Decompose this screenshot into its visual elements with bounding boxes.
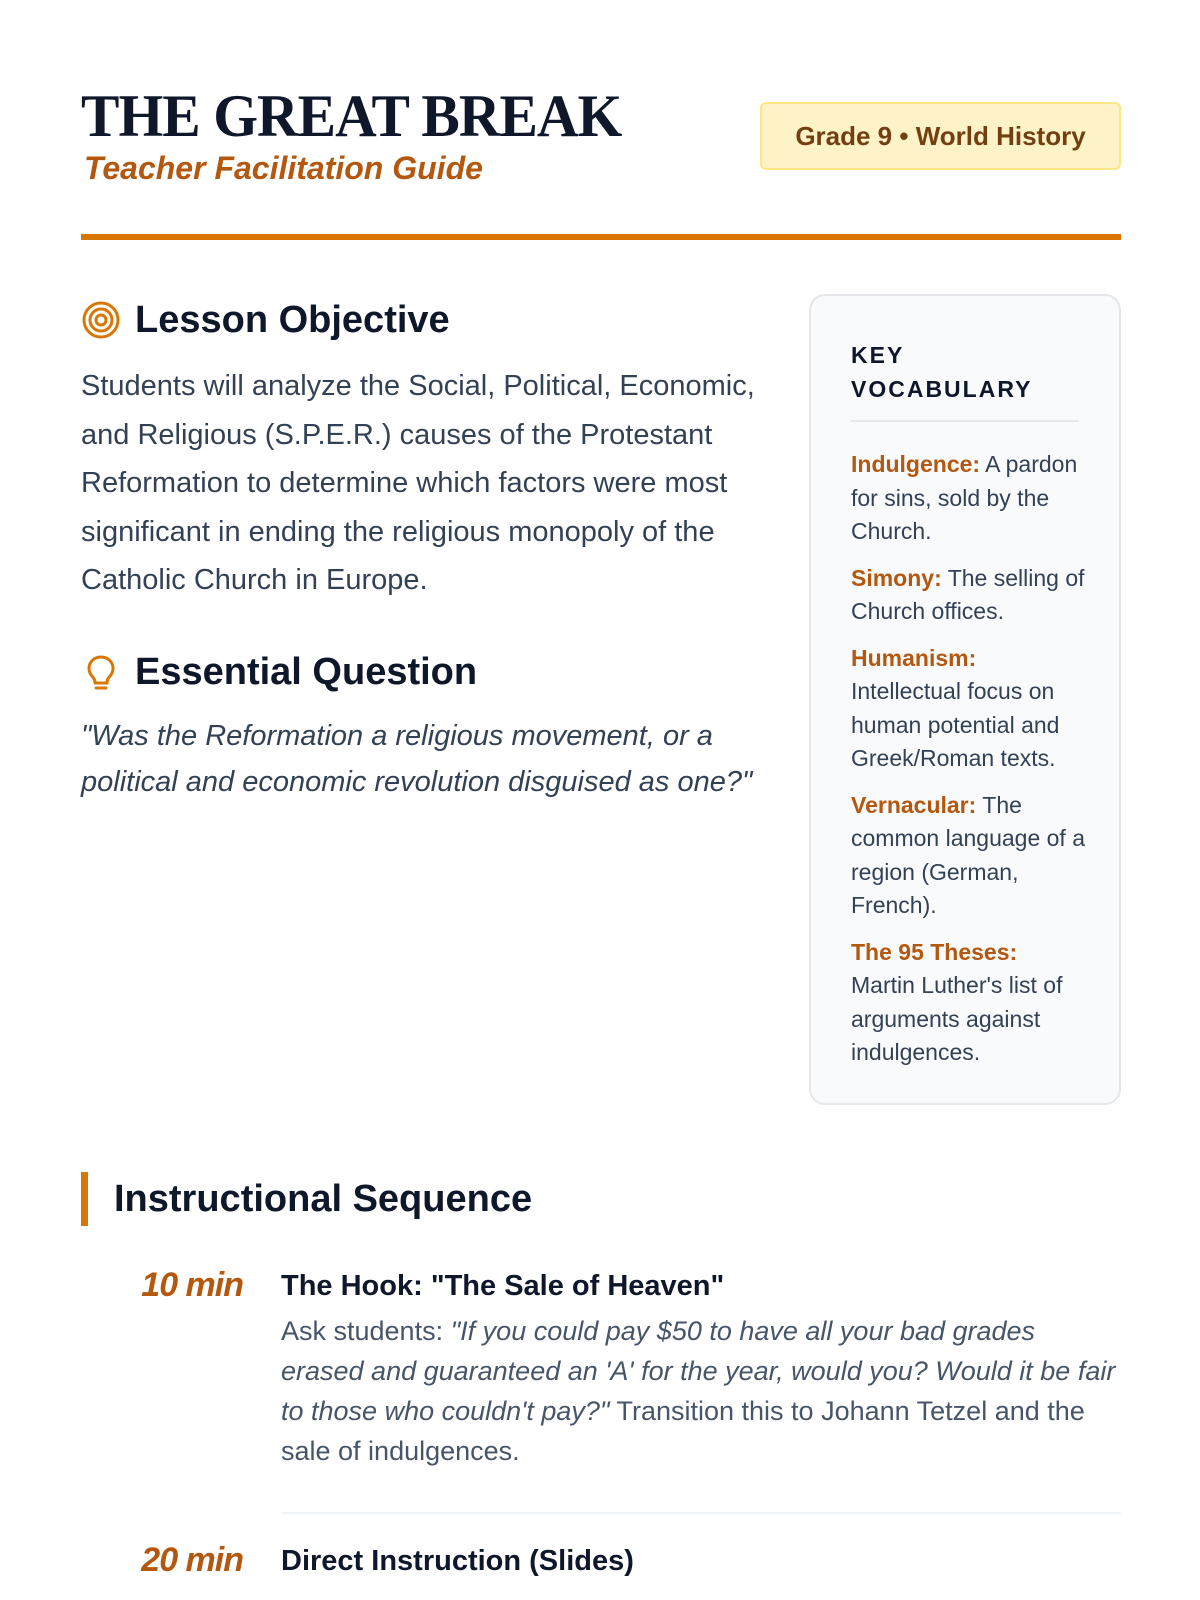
vocab-definition: The selling of Church offices. xyxy=(851,564,1085,624)
vocab-term: Indulgence: xyxy=(851,451,981,477)
header-divider xyxy=(81,234,1121,240)
lightbulb-icon xyxy=(81,653,121,693)
vocab-definition: Martin Luther's list of arguments against indulgences. xyxy=(851,972,1063,1065)
grade-badge: Grade 9 • World History xyxy=(760,102,1121,170)
essential-question-heading xyxy=(81,643,771,703)
page-title: THE GREAT BREAK xyxy=(81,83,622,149)
objective-text: Students will analyze the Social, Political, Economic, and Religious (S.P.E.R.) causes of the Protestant Reformation to determine which factors were most significant in ending the religious monopoly of the Catholic Church in Europe. xyxy=(81,370,755,596)
vocab-item-humanism xyxy=(851,642,1085,776)
step-body xyxy=(281,1545,1121,1578)
step-title: The Hook: "The Sale of Heaven" xyxy=(281,1270,725,1302)
instructional-sequence xyxy=(81,1172,1121,1579)
sequence-heading-label: Instructional Sequence xyxy=(114,1178,533,1220)
sequence-heading xyxy=(81,1172,1121,1226)
essential-question-heading-label: Essential Question xyxy=(135,651,478,693)
vocab-definition: Intellectual focus on human potential and Greek/Roman texts. xyxy=(851,678,1060,771)
objective-heading-label: Lesson Objective xyxy=(135,298,450,341)
vocab-term: Vernacular: xyxy=(851,791,977,818)
page-subtitle: Teacher Facilitation Guide xyxy=(84,150,483,186)
step-desc-suffix: Transition this to Johann Tetzel and the sale of indulgences. xyxy=(281,1396,1085,1466)
objective-heading xyxy=(81,290,771,350)
vocab-definition: A pardon for sins, sold by the Church. xyxy=(851,451,1078,544)
vocab-item-simony xyxy=(851,562,1085,629)
step-divider xyxy=(281,1512,1121,1514)
lesson-overview xyxy=(81,290,771,806)
vocabulary-list xyxy=(851,448,1085,1070)
vocabulary-title: KEY VOCABULARY xyxy=(851,338,1079,422)
step-duration: 20 min xyxy=(141,1541,243,1579)
vocab-item-vernacular xyxy=(851,789,1085,923)
vocab-term: Simony: xyxy=(851,564,942,591)
header xyxy=(81,0,1121,245)
vocab-term: The 95 Theses: xyxy=(851,938,1018,965)
key-vocabulary-panel xyxy=(809,294,1121,1105)
step-duration: 10 min xyxy=(141,1266,243,1304)
step-desc-prefix: Ask students: xyxy=(281,1316,451,1346)
guide-page xyxy=(81,0,1121,1579)
vocab-definition: The common language of a region (German, French). xyxy=(851,791,1085,918)
essential-question-text: "Was the Reformation a religious movement, or a political and economic revolution disguised as one?" xyxy=(81,719,753,798)
step-body xyxy=(281,1270,1121,1471)
heading-accent-bar xyxy=(81,1172,88,1226)
target-icon xyxy=(81,300,121,340)
step-title: Direct Instruction (Slides) xyxy=(281,1545,634,1577)
vocab-item-95-theses xyxy=(851,936,1085,1070)
vocab-item-indulgence xyxy=(851,448,1085,549)
vocab-term: Humanism: xyxy=(851,644,977,671)
step-desc-quote: "If you could pay $50 to have all your bad grades erased and guaranteed an 'A' for the year, would you? Would it be fair to those who couldn't pay?" xyxy=(281,1316,1116,1426)
step-description xyxy=(281,1311,1121,1471)
